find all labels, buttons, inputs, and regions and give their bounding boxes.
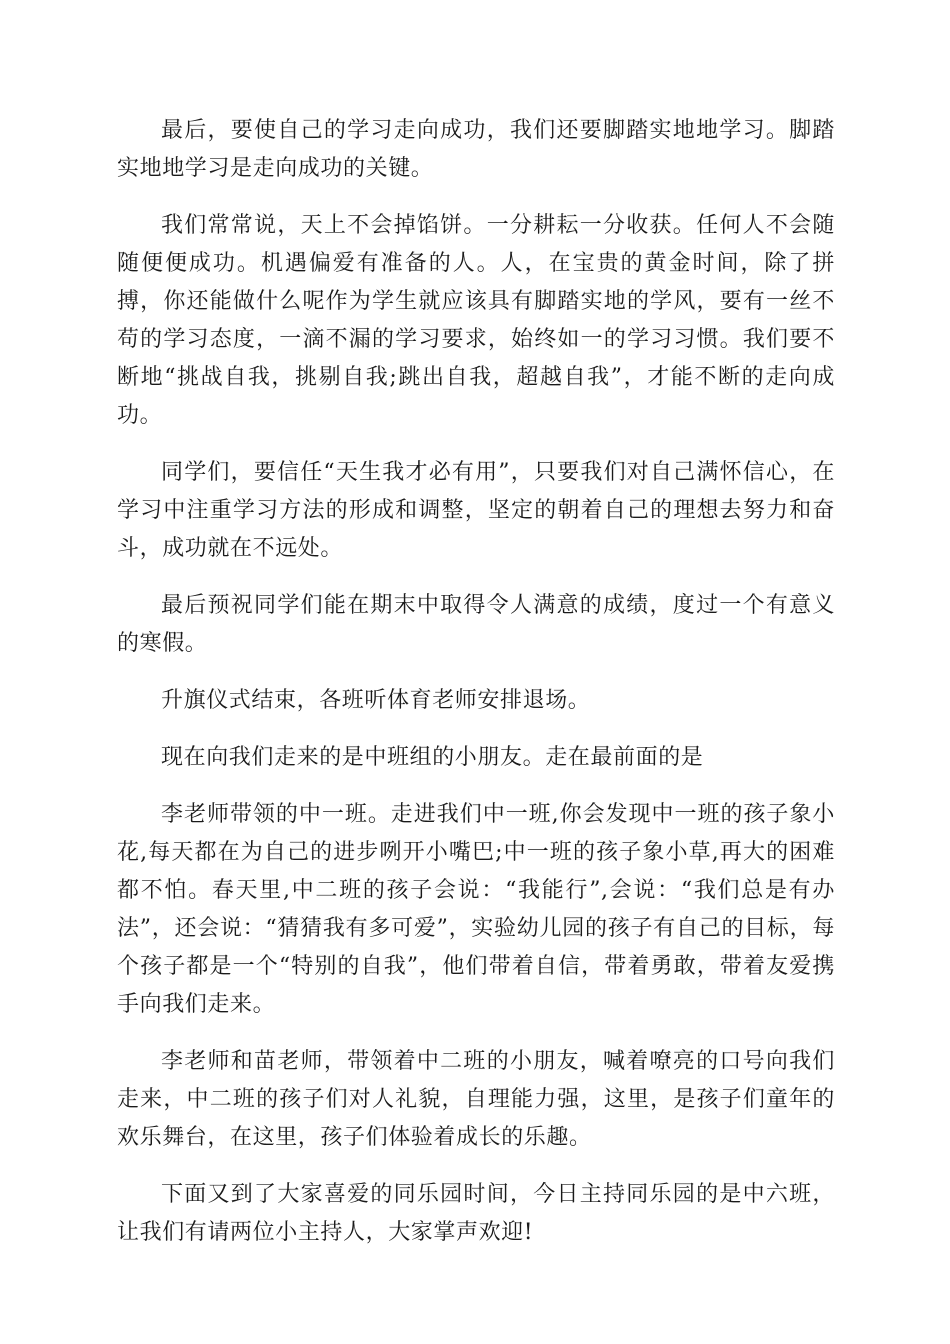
paragraph: 最后，要使自己的学习走向成功，我们还要脚踏实地地学习。脚踏实地地学习是走向成功的关键。 (117, 118, 835, 181)
paragraph: 李老师带领的中一班。走进我们中一班,你会发现中一班的孩子象小花,每天都在为自己的进步咧开小嘴巴;中一班的孩子象小草,再大的困难都不怕。春天里,中二班的孩子会说：“我能行”,会说：“我们总是有办法”，还会说：“猜猜我有多可爱”，实验幼儿园的孩子有自己的目标，每个孩子都是一个“特别的自我”，他们带着自信，带着勇敢，带着友爱携手向我们走来。 (117, 802, 835, 1017)
paragraph: 李老师和苗老师，带领着中二班的小朋友，喊着嘹亮的口号向我们走来，中二班的孩子们对人礼貌，自理能力强，这里，是孩子们童年的欢乐舞台，在这里，孩子们体验着成长的乐趣。 (117, 1049, 835, 1150)
document-body (117, 112, 835, 1271)
paragraph: 最后预祝同学们能在期末中取得令人满意的成绩，度过一个有意义的寒假。 (117, 593, 835, 656)
paragraph: 我们常常说，天上不会掉馅饼。一分耕耘一分收获。任何人不会随随便便成功。机遇偏爱有准备的人。人，在宝贵的黄金时间，除了拼搏，你还能做什么呢作为学生就应该具有脚踏实地的学风，要有一丝不苟的学习态度，一滴不漏的学习要求，始终如一的学习习惯。我们要不断地“挑战自我，挑剔自我;跳出自我，超越自我”，才能不断的走向成功。 (117, 213, 835, 428)
paragraph: 同学们，要信任“天生我才必有用”，只要我们对自己满怀信心，在学习中注重学习方法的形成和调整，坚定的朝着自己的理想去努力和奋斗，成功就在不远处。 (117, 460, 835, 561)
paragraph: 现在向我们走来的是中班组的小朋友。走在最前面的是 (161, 745, 704, 770)
paragraph: 升旗仪式结束，各班听体育老师安排退场。 (161, 688, 591, 713)
paragraph: 下面又到了大家喜爱的同乐园时间，今日主持同乐园的是中六班，让我们有请两位小主持人，大家掌声欢迎! (117, 1182, 835, 1245)
